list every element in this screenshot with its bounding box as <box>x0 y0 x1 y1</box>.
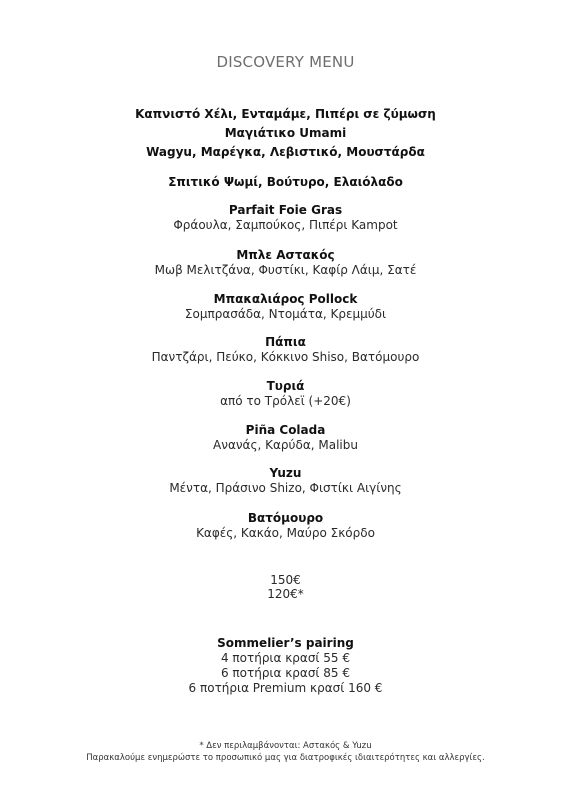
course-description: Φράουλα, Σαμπούκος, Πιπέρι Kampot <box>173 218 398 232</box>
course-description: Μωβ Μελιτζάνα, Φυστίκι, Καφίρ Λάιμ, Σατέ <box>154 263 417 277</box>
course-description: Σομπρασάδα, Ντομάτα, Κρεμμύδι <box>184 307 387 321</box>
opening-item: Μαγιάτικο Umami <box>224 126 347 140</box>
menu-title: DISCOVERY MENU <box>216 53 355 71</box>
menu-price-reduced: 120€* <box>267 587 304 601</box>
course-name: Piña Colada <box>245 423 326 437</box>
course-name: Μπλε Αστακός <box>236 248 335 262</box>
course-description: Ανανάς, Καρύδα, Malibu <box>213 438 358 452</box>
pairing-option: 6 ποτήρια κρασί 85 € <box>220 666 351 680</box>
footnote-allergies: Παρακαλούμε ενημερώστε το προσωπικό μας για διατροφικές ιδιαιτερότητες και αλλεργίες. <box>86 753 485 763</box>
course-description: Καφές, Κακάο, Μαύρο Σκόρδο <box>196 526 375 540</box>
course-name: Τυριά <box>266 379 305 393</box>
course-name: Parfait Foie Gras <box>228 203 343 217</box>
course-name: Yuzu <box>269 466 302 480</box>
course-description: Παντζάρι, Πεύκο, Κόκκινο Shiso, Βατόμουρο <box>151 350 420 364</box>
menu-price: 150€ <box>270 573 301 587</box>
opening-item: Wagyu, Μαρέγκα, Λεβιστικό, Μουστάρδα <box>146 145 425 159</box>
course-description: Μέντα, Πράσινο Shizo, Φιστίκι Αιγίνης <box>169 481 402 495</box>
pairing-title: Sommelier’s pairing <box>217 636 354 650</box>
bread-item: Σπιτικό Ψωμί, Βούτυρο, Ελαιόλαδο <box>168 175 403 189</box>
opening-item: Καπνιστό Χέλι, Ενταμάμε, Πιπέρι σε ζύμωση <box>135 107 436 121</box>
course-name: Βατόμουρο <box>247 511 324 525</box>
pairing-option: 6 ποτήρια Premium κρασί 160 € <box>188 681 383 695</box>
course-name: Μπακαλιάρος Pollock <box>213 292 358 306</box>
pairing-option: 4 ποτήρια κρασί 55 € <box>220 651 351 665</box>
course-name: Πάπια <box>265 335 306 349</box>
footnote-exclusions: * Δεν περιλαμβάνονται: Αστακός & Yuzu <box>199 741 372 751</box>
course-description: από το Τρόλεϊ (+20€) <box>220 394 351 408</box>
